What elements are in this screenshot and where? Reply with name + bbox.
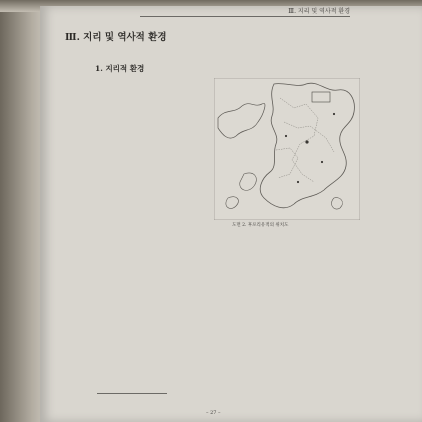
text-line: [97, 176, 217, 184]
section-title: 1. 지리적 환경: [95, 64, 145, 73]
running-header: Ⅲ. 지리 및 역사적 환경: [140, 6, 350, 17]
chapter-title: Ⅲ. 지리 및 역사적 환경: [65, 32, 167, 43]
text-line: [97, 185, 217, 193]
text-line: [97, 230, 357, 238]
site-marker: [297, 181, 299, 183]
text-line: [97, 344, 357, 352]
text-line: [97, 291, 357, 299]
map-frame: [214, 78, 360, 220]
page-number: – 27 –: [206, 410, 221, 416]
text-line: [103, 309, 357, 317]
map-caption: 도면 2. 후포리유적의 위치도: [232, 223, 289, 228]
text-line: [97, 282, 357, 290]
site-marker: [285, 135, 287, 137]
text-line: [97, 247, 357, 255]
text-line: [97, 370, 357, 378]
footnote-divider: [97, 393, 167, 394]
column-paragraph: [97, 80, 217, 237]
text-line: [97, 159, 217, 167]
text-line: [97, 274, 357, 282]
text-line: [97, 106, 217, 114]
body-paragraphs: [97, 230, 357, 387]
text-line: [97, 326, 357, 334]
text-line: [103, 80, 217, 88]
text-line: [97, 239, 357, 247]
text-line: [97, 124, 217, 132]
text-line: [97, 256, 357, 264]
text-line: [97, 378, 357, 386]
text-line: [97, 317, 357, 325]
text-line: [97, 167, 217, 175]
text-line: [97, 115, 217, 123]
text-line: [97, 194, 217, 202]
text-line: [97, 132, 217, 140]
site-marker: [333, 113, 335, 115]
text-line: [97, 141, 217, 149]
text-line: [97, 97, 217, 105]
text-line: [97, 220, 217, 228]
location-map: [214, 78, 360, 220]
site-marker: [321, 161, 323, 163]
text-line: [97, 361, 357, 369]
text-line: [97, 89, 217, 97]
text-line: [97, 335, 357, 343]
text-line: [97, 300, 357, 308]
text-line: [97, 265, 357, 273]
text-line: [97, 150, 217, 158]
site-marker: [305, 140, 308, 143]
text-line: [97, 352, 357, 360]
text-line: [97, 211, 217, 219]
text-line: [97, 202, 217, 210]
